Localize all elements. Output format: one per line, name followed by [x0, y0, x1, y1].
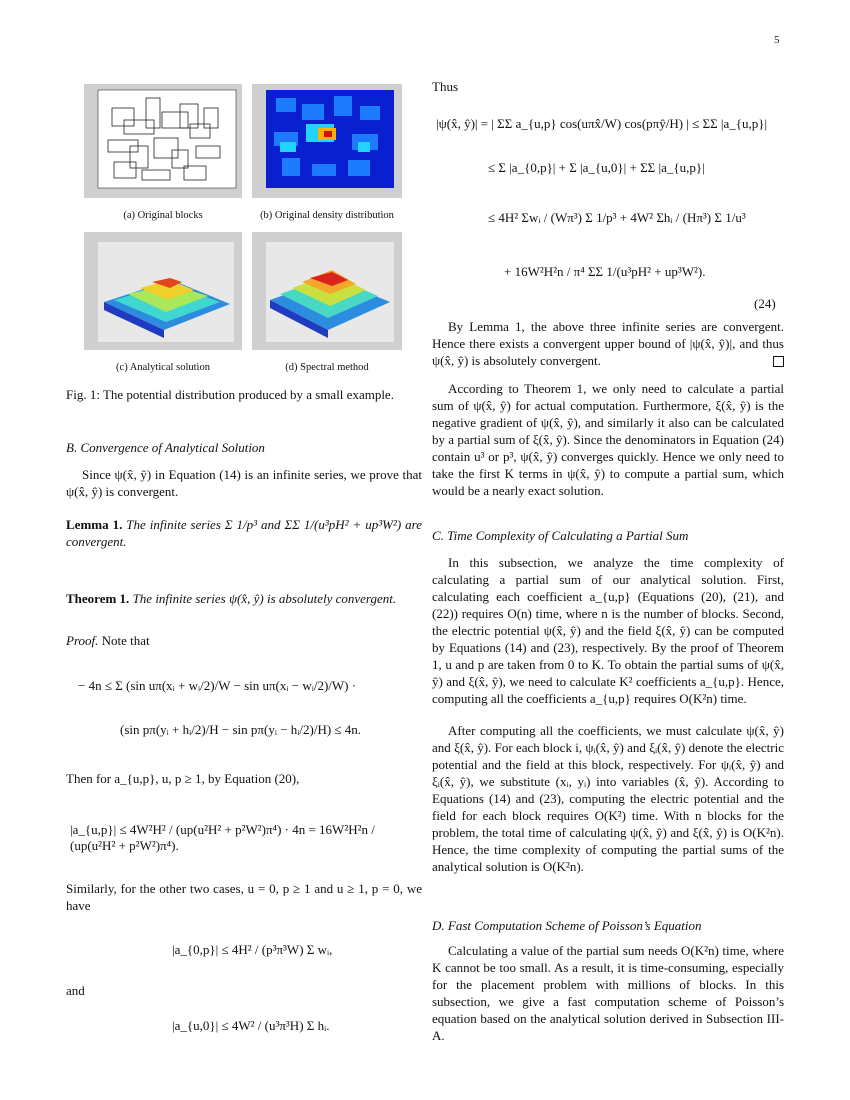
- figure-caption: Fig. 1: The potential distribution produced by a small example.: [66, 387, 394, 402]
- section-d-heading: D. Fast Computation Scheme of Poisson’s Equation: [432, 918, 702, 933]
- equation-24-line1: |ψ(x̂, ŷ)| = | ΣΣ a_{u,p} cos(uπx̂/W) cos(pπŷ/H) | ≤ ΣΣ |a_{u,p}|: [436, 116, 768, 131]
- equation-24-number: (24): [754, 296, 776, 311]
- equation-24-line2: ≤ Σ |a_{0,p}| + Σ |a_{u,0}| + ΣΣ |a_{u,p}|: [488, 160, 705, 175]
- equation-aup: |a_{u,p}| ≤ 4W²H² / (up(u²H² + p²W²)π⁴) · 4n = 16W²H²n / (up(u²H² + p²W²)π⁴).: [70, 822, 375, 853]
- figure-density-distribution: [252, 84, 402, 198]
- equation-au0: |a_{u,0}| ≤ 4W² / (u³π³H) Σ hᵢ.: [172, 1018, 330, 1033]
- caption-c: (c) Analytical solution: [116, 362, 210, 373]
- proof-label: Proof.: [66, 633, 99, 648]
- caption-a: (a) Original blocks: [123, 210, 203, 221]
- paragraph-lemma-text: By Lemma 1, the above three infinite series are convergent. Hence there exists a convergent upper bound of |ψ(x̂, ŷ)|, and thus ψ(x̂, ŷ) is absolutely convergent.: [432, 319, 784, 368]
- caption-d: (d) Spectral method: [285, 362, 369, 373]
- equation-bound-line2: (sin pπ(yᵢ + hᵢ/2)/H − sin pπ(yᵢ − hᵢ/2)/H) ≤ 4n.: [120, 722, 362, 737]
- section-b-heading: B. Convergence of Analytical Solution: [66, 440, 265, 455]
- qed-box: [773, 356, 784, 367]
- lemma-text: The infinite series Σ 1/p³ and ΣΣ 1/(u³pH² + up³W²) are convergent.: [66, 517, 422, 549]
- page-number: 5: [774, 34, 780, 46]
- paragraph-c1: In this subsection, we analyze the time complexity of calculating a partial sum of our analytical solution. First, calculating each coefficient a_{u,p} (Equations (20), (21), and (22)) requires O(n) time, where n is the number of blocks. Second, the electric potential ψ(x̂, ŷ) and the field ξ(x̂, ŷ) can be computed by Equations (14) and (23), respectively. By the proof of Theorem 1, u and p are taken from 0 to K. To obtain the partial sums of ψ(x̂, ŷ) and ξ(x̂, ŷ), we need to calculate K² coefficients a_{u,p}. Hence, computing all the coefficients a_{u,p} requires O(K²n) time.: [432, 555, 784, 706]
- proof-intro: [66, 632, 422, 649]
- paragraph-c2: After computing all the coefficients, we must calculate ψ(x̂, ŷ) and ξ(x̂, ŷ). For each block i, ψᵢ(x̂, ŷ) and ξᵢ(x̂, ŷ) denote the electric potential and the field at this block, respectively. For ψᵢ(x̂, ŷ) and ξᵢ(x̂, ŷ), we substitute (xᵢ, yᵢ) into variables (x̂, ŷ). According to Equations (14) and (23), computing the electric potential and the field for each block requires O(K²) time. With n blocks for the problem, the total time of calculating ψ(x̂, ŷ) and ξ(x̂, ŷ) is O(K²n). Hence, the time complexity of computing the partial sums of the analytical solution is O(K²n).: [432, 723, 784, 874]
- thus-text: Thus: [432, 79, 458, 94]
- caption-b: (b) Original density distribution: [260, 210, 394, 221]
- equation-a0p: |a_{0,p}| ≤ 4H² / (p³π³W) Σ wᵢ,: [172, 942, 333, 957]
- equation-24-line3: ≤ 4H² Σwᵢ / (Wπ³) Σ 1/p³ + 4W² Σhᵢ / (Hπ³) Σ 1/u³: [488, 210, 746, 225]
- figure-analytical-solution: [84, 232, 242, 350]
- then-text: Then for a_{u,p}, u, p ≥ 1, by Equation (20),: [66, 771, 300, 786]
- theorem-label: Theorem 1.: [66, 591, 130, 606]
- theorem-text: The infinite series ψ(x̂, ŷ) is absolutely convergent.: [132, 591, 397, 606]
- similarly-text: Similarly, for the other two cases, u = 0, p ≥ 1 and u ≥ 1, p = 0, we have: [66, 881, 422, 913]
- paragraph-lemma: [432, 318, 784, 369]
- and-text: and: [66, 983, 85, 998]
- lemma-1: [66, 516, 422, 550]
- proof-text: Note that: [101, 633, 150, 648]
- section-c-heading: C. Time Complexity of Calculating a Partial Sum: [432, 528, 689, 543]
- theorem-1: [66, 590, 422, 607]
- section-b-intro: Since ψ(x̂, ŷ) in Equation (14) is an infinite series, we prove that ψ(x̂, ŷ) is convergent.: [66, 467, 422, 499]
- lemma-label: Lemma 1.: [66, 517, 123, 532]
- equation-24-line4: + 16W²H²n / π⁴ ΣΣ 1/(u³pH² + up³W²).: [504, 264, 706, 279]
- equation-bound-line1: − 4n ≤ Σ (sin uπ(xᵢ + wᵢ/2)/W − sin uπ(xᵢ − wᵢ/2)/W) ·: [78, 678, 357, 693]
- paragraph-theorem: According to Theorem 1, we only need to calculate a partial sum of ψ(x̂, ŷ) for actual computation. Furthermore, ξ(x̂, ŷ) is the negative gradient of ψ(x̂, ŷ), and similarly it also can be calculated by a partial sum of ξ(x̂, ŷ). Since the denominators in Equation (24) contain u³ or p³, ψ(x̂, ŷ) converges quickly. Hence we only need to take the first K terms in ψ(x̂, ŷ) to compute a partial sum, which would be a nearly exact solution.: [432, 381, 784, 498]
- figure-original-blocks: [84, 84, 242, 198]
- figure-spectral-method: [252, 232, 402, 350]
- paragraph-d: Calculating a value of the partial sum needs O(K²n) time, where K cannot be too small. As a result, it is time-consuming, especially for the placement problem with millions of blocks. In this subsection, we give a fast computation scheme of Poisson’s equation based on the analytical solution derived in Subsection III-A.: [432, 943, 784, 1043]
